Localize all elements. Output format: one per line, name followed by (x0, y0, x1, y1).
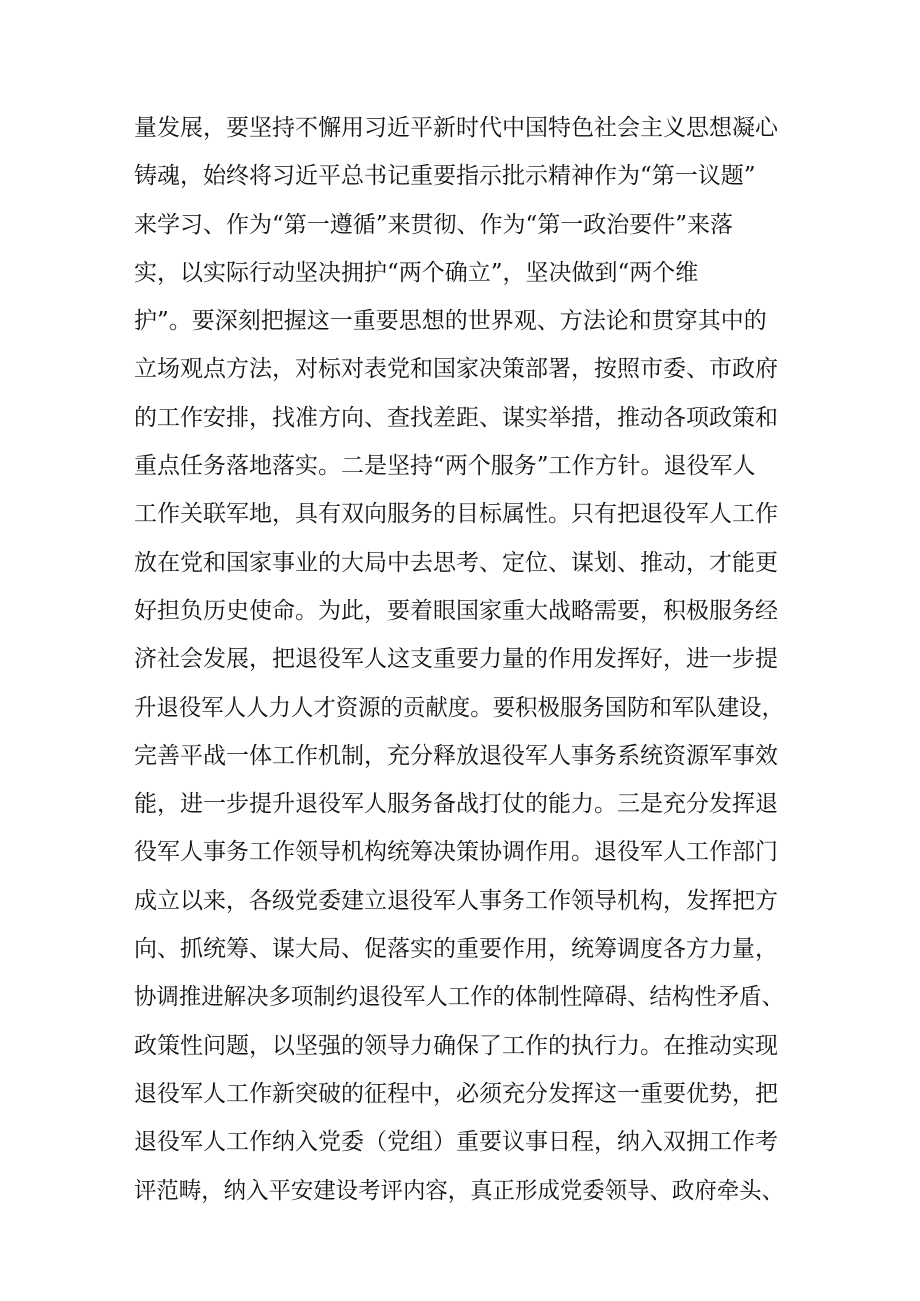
text-line: 役军人事务工作领导机构统筹决策协调作用。退役军人工作部门 (134, 839, 778, 866)
text-line: 政策性问题，以坚强的领导力确保了工作的执行力。在推动实现 (134, 1032, 778, 1059)
text-line: 协调推进解决多项制约退役军人工作的体制性障碍、结构性矛盾、 (134, 984, 784, 1011)
text-line: 好担负历史使命。为此，要着眼国家重大战略需要，积极服务经 (134, 597, 778, 624)
text-line: 的工作安排，找准方向、查找差距、谋实举措，推动各项政策和 (134, 404, 778, 431)
text-line: 评范畴，纳入平安建设考评内容，真正形成党委领导、政府牵头、 (134, 1177, 784, 1204)
text-line: 退役军人工作新突破的征程中，必须充分发挥这一重要优势，把 (134, 1080, 778, 1107)
body-text (134, 104, 784, 1215)
text-line: 成立以来，各级党委建立退役军人事务工作领导机构，发挥把方 (134, 887, 778, 914)
text-line: 退役军人工作纳入党委（党组）重要议事日程，纳入双拥工作考 (134, 1129, 778, 1156)
text-line: 护”。要深刻把握这一重要思想的世界观、方法论和贯穿其中的 (134, 308, 767, 335)
text-line: 升退役军人人力人才资源的贡献度。要积极服务国防和军队建设， (134, 694, 784, 721)
text-line: 实，以实际行动坚决拥护“两个确立”，坚决做到“两个维 (134, 259, 699, 286)
text-line: 济社会发展，把退役军人这支重要力量的作用发挥好，进一步提 (134, 646, 778, 673)
text-line: 铸魂，始终将习近平总书记重要指示批示精神作为“第一议题” (134, 163, 756, 190)
text-line: 放在党和国家事业的大局中去思考、定位、谋划、推动，才能更 (134, 549, 778, 576)
text-line: 重点任务落地落实。二是坚持“两个服务”工作方针。退役军人 (134, 453, 756, 480)
text-line: 量发展，要坚持不懈用习近平新时代中国特色社会主义思想凝心 (134, 115, 778, 141)
text-line: 完善平战一体工作机制，充分释放退役军人事务系统资源军事效 (134, 742, 778, 769)
text-line: 向、抓统筹、谋大局、促落实的重要作用，统筹调度各方力量， (134, 936, 778, 963)
text-line: 立场观点方法，对标对表党和国家决策部署，按照市委、市政府 (134, 356, 778, 383)
text-line: 能，进一步提升退役军人服务备战打仗的能力。三是充分发挥退 (134, 791, 778, 818)
text-line: 工作关联军地，具有双向服务的目标属性。只有把退役军人工作 (134, 501, 778, 528)
text-line: 来学习、作为“第一遵循”来贯彻、作为“第一政治要件”来落 (134, 211, 734, 238)
